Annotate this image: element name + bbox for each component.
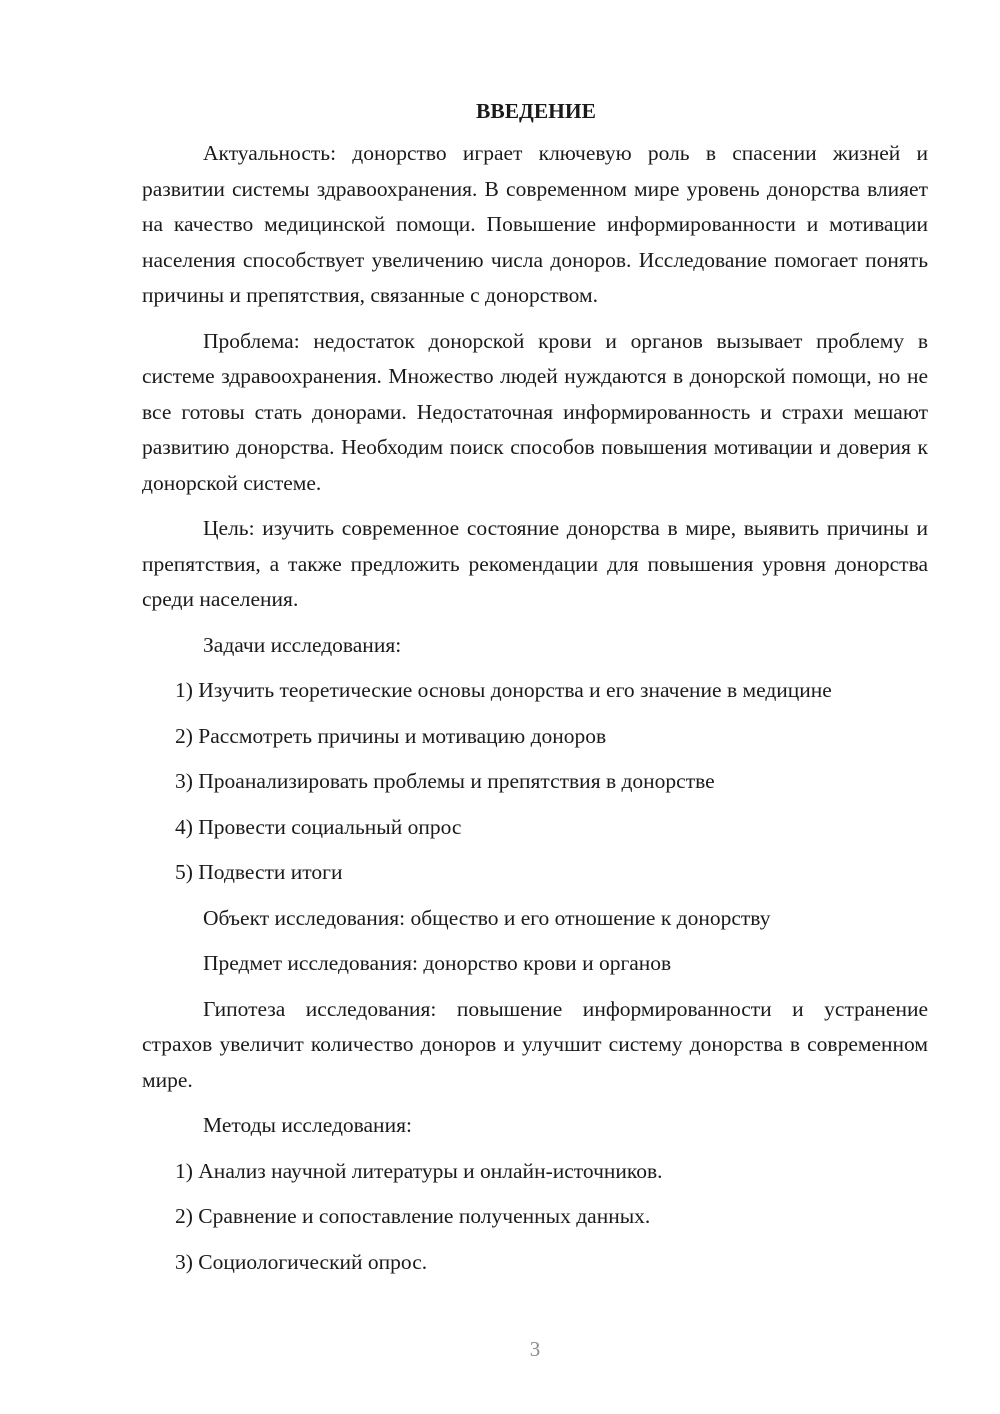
page-number: 3 [529,1337,541,1361]
task-item: 1) Изучить теоретические основы донорства и его значение в медицине [175,678,832,702]
tasks-heading: Задачи исследования: [203,632,402,657]
task-item: 2) Рассмотреть причины и мотивацию доноров [175,723,607,748]
relevance-paragraph: Актуальность: донорство играет ключевую роль в спасении жизней и развитии системы здравоохранения. В современном мире уровень донорства влияет на качество медицинской помощи. Повышение информированности и мотивации населения способствует увеличению числа доноров. Исследование помогает понять причины и препятствия, связанные с донорством. [142,141,928,307]
task-item: 5) Подвести итоги [175,860,343,884]
problem-paragraph: Проблема: недостаток донорской крови и органов вызывает проблему в системе здравоохранения. Множество людей нуждаются в донорской помощи, но не все готовы стать донорами. Недостаточная информированность и страхи мешают развитию донорства. Необходим поиск способов повышения мотивации и доверия к донорской системе. [142,328,928,495]
method-item: 2) Сравнение и сопоставление полученных данных. [175,1204,651,1228]
method-item: 1) Анализ научной литературы и онлайн-источников. [175,1158,663,1183]
methods-heading: Методы исследования: [203,1113,412,1137]
method-item: 3) Социологический опрос. [175,1249,428,1274]
goal-paragraph: Цель: изучить современное состояние донорства в мире, выявить причины и препятствия, а также предложить рекомендации для повышения уровня донорства среди населения. [142,516,928,611]
task-item: 3) Проанализировать проблемы и препятствия в донорстве [175,769,715,793]
page-title: ВВЕДЕНИЕ [476,99,596,123]
page-content [142,96,928,1290]
research-object: Объект исследования: общество и его отношение к донорству [203,905,771,930]
task-item: 4) Провести социальный опрос [175,814,462,839]
hypothesis-paragraph: Гипотеза исследования: повышение информированности и устранение страхов увеличит количество доноров и улучшит систему донорства в современном мире. [142,996,928,1092]
research-subject: Предмет исследования: донорство крови и органов [203,951,672,975]
